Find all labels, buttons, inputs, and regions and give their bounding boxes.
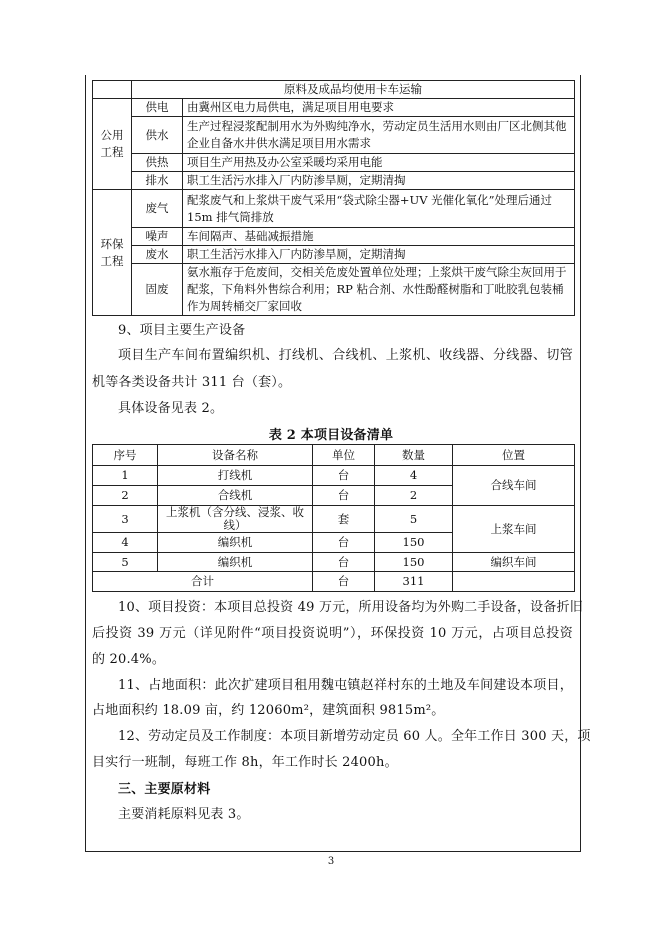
item-desc: 职工生活污水排入厂内防渗旱厕，定期清掏 — [183, 246, 575, 264]
cell-qty: 5 — [375, 506, 453, 533]
cell-unit: 台 — [313, 466, 375, 486]
item-desc: 配浆废气和上浆烘干废气采用“袋式除尘器+UV 光催化氧化”处理后通过15m 排气筒排放 — [183, 190, 575, 228]
total-location — [453, 572, 575, 592]
section10-line: 10、项目投资：本项目总投资 49 万元，所用设备均为外购二手设备，设备折旧 — [118, 600, 583, 615]
section10-line: 后投资 39 万元（详见附件“项目投资说明”），环保投资 10 万元，占项目总投资 — [92, 626, 573, 641]
item-label: 固废 — [132, 264, 183, 316]
table-row — [93, 466, 575, 486]
section9-heading: 9、项目主要生产设备 — [118, 323, 246, 338]
page-number: 3 — [327, 856, 335, 867]
column-header: 设备名称 — [158, 445, 313, 466]
item-label: 供电 — [132, 99, 183, 117]
item-desc: 生产过程浸浆配制用水为外购纯净水，劳动定员生活用水则由厂区北侧其他企业自备水井供水满足项目用水需求 — [183, 117, 575, 154]
cell-qty: 150 — [375, 533, 453, 553]
cell-index: 5 — [93, 553, 158, 572]
cell-index: 1 — [93, 466, 158, 486]
table-row — [93, 506, 575, 533]
column-header: 数量 — [375, 445, 453, 466]
total-unit: 台 — [313, 572, 375, 592]
cell-name: 编织机 — [158, 533, 313, 553]
engineering-table — [92, 80, 575, 316]
cell-location: 编织车间 — [453, 553, 575, 572]
cell-unit: 台 — [313, 533, 375, 553]
cell-location: 合线车间 — [453, 466, 575, 506]
section9-line: 机等各类设备共计 311 台（套）。 — [92, 375, 292, 390]
cell-index: 3 — [93, 506, 158, 533]
cell-unit: 套 — [313, 506, 375, 533]
section11-line: 11、占地面积：此次扩建项目租用魏屯镇赵祥村东的土地及车间建设本项目， — [118, 678, 573, 693]
item-label: 供热 — [132, 154, 183, 172]
section12-line: 12、劳动定员及工作制度：本项目新增劳动定员 60 人。全年工作日 300 天，项 — [118, 729, 591, 744]
total-qty: 311 — [375, 572, 453, 592]
item-label: 废水 — [132, 246, 183, 264]
total-label: 合计 — [93, 572, 313, 592]
total-row — [93, 572, 575, 592]
column-header: 单位 — [313, 445, 375, 466]
cell-qty: 4 — [375, 466, 453, 486]
section3-heading: 三、主要原材料 — [118, 782, 211, 797]
section11-line: 占地面积约 18.09 亩，约 12060m²，建筑面积 9815m²。 — [92, 703, 445, 718]
column-header: 序号 — [93, 445, 158, 466]
transport-row: 原料及成品均使用卡车运输 — [132, 81, 575, 99]
item-label: 排水 — [132, 172, 183, 190]
group-label: 环保工程 — [93, 190, 132, 316]
cell-qty: 2 — [375, 486, 453, 506]
cell-qty: 150 — [375, 553, 453, 572]
cell-name: 打线机 — [158, 466, 313, 486]
item-label: 废气 — [132, 190, 183, 228]
table-row — [93, 553, 575, 572]
item-desc: 项目生产用热及办公室采暖均采用电能 — [183, 154, 575, 172]
cell-index: 2 — [93, 486, 158, 506]
section9-line: 项目生产车间布置编织机、打线机、合线机、上浆机、收线器、分线器、切管 — [118, 348, 573, 363]
section9-ref: 具体设备见表 2。 — [118, 401, 224, 416]
cell-name: 编织机 — [158, 553, 313, 572]
item-desc: 由冀州区电力局供电，满足项目用电要求 — [183, 99, 575, 117]
item-label: 供水 — [132, 117, 183, 154]
cell-name: 上浆机（含分线、浸浆、收线） — [158, 506, 313, 533]
section12-line: 目实行一班制，每班工作 8h，年工作时长 2400h。 — [92, 755, 398, 770]
section10-line: 的 20.4%。 — [92, 652, 166, 667]
group-label: 公用工程 — [93, 99, 132, 190]
cell-index: 4 — [93, 533, 158, 553]
cell-name: 合线机 — [158, 486, 313, 506]
column-header: 位置 — [453, 445, 575, 466]
cell-location: 上浆车间 — [453, 506, 575, 553]
item-desc: 车间隔声、基础减振措施 — [183, 228, 575, 246]
item-label: 噪声 — [132, 228, 183, 246]
item-desc: 职工生活污水排入厂内防渗旱厕，定期清掏 — [183, 172, 575, 190]
cell-unit: 台 — [313, 486, 375, 506]
item-desc: 氨水瓶存于危废间，交相关危废处置单位处理；上浆烘干废气除尘灰回用于配浆，下角料外售综合利用；RP 粘合剂、水性酚醛树脂和丁吡胶乳包装桶作为周转桶交厂家回收 — [183, 264, 575, 316]
section3-text: 主要消耗原料见表 3。 — [118, 807, 250, 822]
equipment-table — [92, 444, 575, 592]
table2-title: 表 2 本项目设备清单 — [268, 428, 394, 443]
cell-unit: 台 — [313, 553, 375, 572]
